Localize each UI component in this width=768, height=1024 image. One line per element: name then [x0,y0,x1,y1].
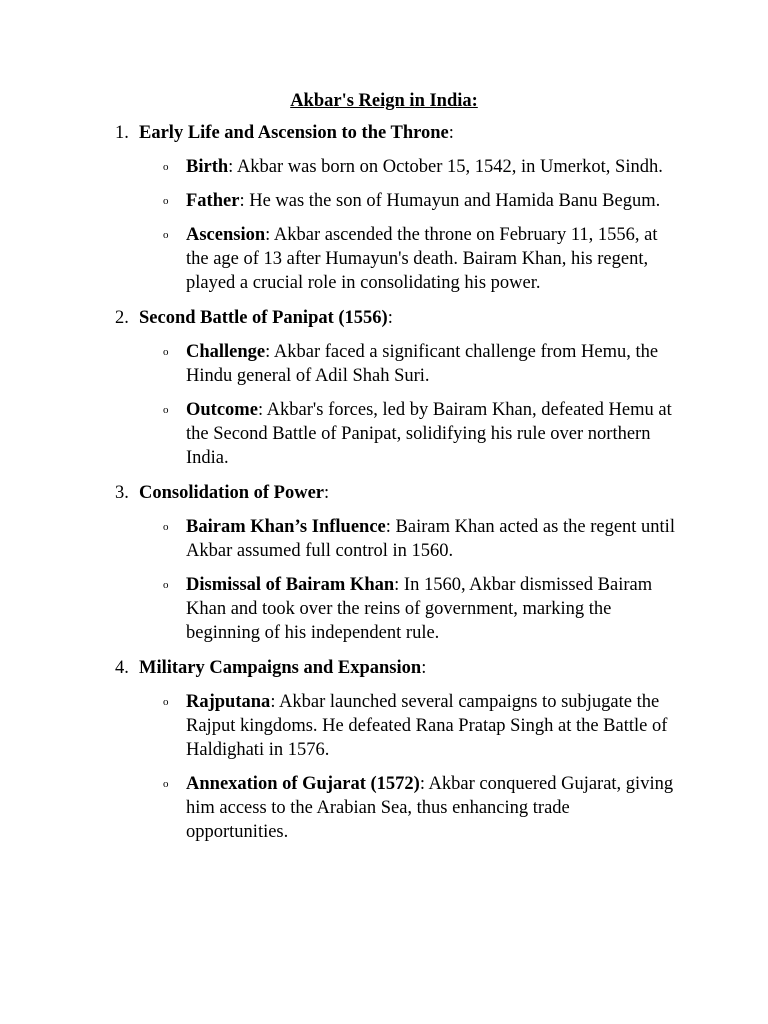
item-term: Challenge [186,342,266,362]
list-item [0,515,768,563]
list-item [0,340,768,388]
item-text: : Bairam Khan acted as the regent until Akbar assumed full control in 1560. [186,517,675,561]
list-item [0,573,768,645]
item-text: : In 1560, Akbar dismissed Bairam Khan and took over the reins of government, marking the beginning of his independent rule. [186,575,653,643]
circle-bullet-icon: o [163,579,169,591]
section-colon: : [387,308,393,328]
item-term: Dismissal of Bairam Khan [186,575,395,595]
section-colon: : [421,658,427,678]
list-item [0,772,768,844]
section-heading [0,120,768,155]
list-item [0,155,768,179]
item-text: : Akbar's forces, led by Bairam Khan, defeated Hemu at the Second Battle of Panipat, solidifying his rule over northern India. [186,400,672,468]
list-item [0,189,768,213]
item-term: Birth [186,157,229,177]
item-text: : Akbar faced a significant challenge from Hemu, the Hindu general of Adil Shah Suri. [186,342,659,386]
item-term: Annexation of Gujarat (1572) [186,774,420,794]
section-heading [0,305,768,340]
item-text: : Akbar conquered Gujarat, giving him access to the Arabian Sea, thus enhancing trade opportunities. [186,774,674,842]
section-panipat [0,305,768,470]
item-text: : Akbar was born on October 15, 1542, in Umerkot, Sindh. [228,157,663,177]
section-number: 2. [115,308,129,328]
circle-bullet-icon: o [163,404,169,416]
circle-bullet-icon: o [163,346,169,358]
section-colon: : [324,483,330,503]
circle-bullet-icon: o [163,195,169,207]
section-military [0,655,768,844]
list-item [0,690,768,762]
circle-bullet-icon: o [163,229,169,241]
item-term: Bairam Khan’s Influence [186,517,386,537]
section-colon: : [448,123,454,143]
section-title: Early Life and Ascension to the Throne [139,123,449,143]
section-early-life [0,120,768,295]
section-number: 1. [115,123,129,143]
bullet-list [0,155,768,295]
section-title: Consolidation of Power [139,483,324,503]
section-list [0,120,768,854]
item-term: Outcome [186,400,258,420]
item-term: Rajputana [186,692,271,712]
circle-bullet-icon: o [163,161,169,173]
section-heading [0,655,768,690]
item-term: Ascension [186,225,266,245]
item-text: : Akbar launched several campaigns to subjugate the Rajput kingdoms. He defeated Rana Pratap Singh at the Battle of Haldighati in 1576. [186,692,668,760]
item-text: : He was the son of Humayun and Hamida Banu Begum. [239,191,661,211]
section-title: Military Campaigns and Expansion [139,658,422,678]
section-title: Second Battle of Panipat (1556) [139,308,388,328]
section-heading [0,480,768,515]
item-term: Father [186,191,240,211]
list-item [0,398,768,470]
bullet-list [0,690,768,844]
document-title: Akbar's Reign in India: [290,91,478,111]
section-number: 3. [115,483,129,503]
bullet-list [0,340,768,470]
circle-bullet-icon: o [163,521,169,533]
list-item [0,223,768,295]
bullet-list [0,515,768,645]
circle-bullet-icon: o [163,696,169,708]
section-consolidation [0,480,768,645]
circle-bullet-icon: o [163,778,169,790]
item-text: : Akbar ascended the throne on February 11, 1556, at the age of 13 after Humayun's death. Bairam Khan, his regent, played a crucial role in consolidating his power. [186,225,658,293]
section-number: 4. [115,658,129,678]
